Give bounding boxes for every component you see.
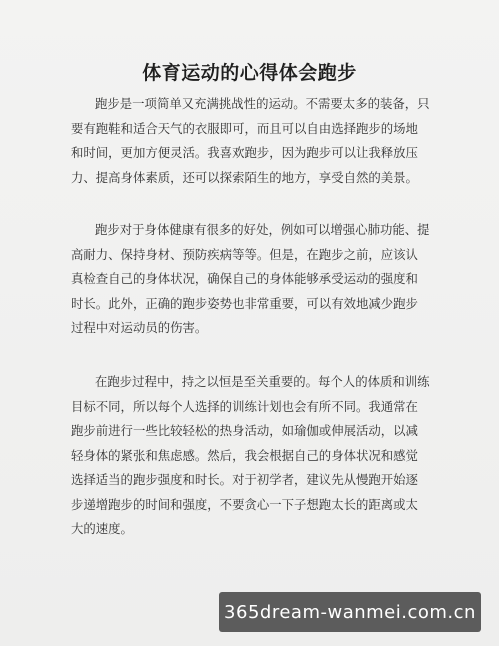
paragraph-1 bbox=[71, 92, 431, 190]
watermark-text: 365dream-wanmei.com.cn bbox=[224, 601, 476, 623]
paragraph-line: 目标不同，所以每个人选择的训练计划也会有所不同。我通常在 bbox=[71, 398, 418, 414]
paragraph-line: 真检查自己的身体状况，确保自己的身体能够承受运动的强度和 bbox=[71, 271, 418, 286]
paragraph-line: 跑步前进行一些比较轻松的热身活动，如瑜伽或伸展活动，以减 bbox=[71, 423, 418, 438]
paragraph-line: 选择适当的跑步强度和时长。对于初学者，建议先从慢跑开始逐 bbox=[71, 472, 418, 487]
paragraph-line: 和时间，更加方便灵活。我喜欢跑步，因为跑步可以让我释放压 bbox=[71, 145, 418, 160]
paragraph-line: 要有跑鞋和适合天气的衣服即可，而且可以自由选择跑步的场地 bbox=[71, 120, 418, 136]
paragraph-line: 过程中对运动员的伤害。 bbox=[71, 320, 208, 335]
watermark-badge bbox=[219, 592, 481, 632]
paragraph-line: 高耐力、保持身材、预防疾病等等。但是，在跑步之前，应该认 bbox=[71, 246, 418, 262]
paragraph-2 bbox=[71, 218, 431, 341]
paragraph-3 bbox=[71, 370, 431, 542]
paragraph-line: 跑步是一项简单又充满挑战性的运动。不需要太多的装备，只 bbox=[95, 96, 430, 111]
paragraph-line: 轻身体的紧张和焦虑感。然后，我会根据自己的身体状况和感觉 bbox=[71, 447, 418, 463]
paragraph-line: 跑步对于身体健康有很多的好处，例如可以增强心肺功能、提 bbox=[95, 222, 430, 237]
paragraph-line: 大的速度。 bbox=[71, 521, 133, 536]
paragraph-line: 在跑步过程中，持之以恒是至关重要的。每个人的体质和训练 bbox=[95, 374, 430, 389]
document-title: 体育运动的心得体会跑步 bbox=[142, 62, 357, 84]
paragraph-line: 步递增跑步的时间和强度，不要贪心一下子想跑太长的距离或太 bbox=[71, 496, 418, 512]
paragraph-line: 时长。此外，正确的跑步姿势也非常重要，可以有效地减少跑步 bbox=[71, 295, 418, 311]
paragraph-line: 力、提高身体素质，还可以探索陌生的地方，享受自然的美景。 bbox=[71, 169, 418, 185]
